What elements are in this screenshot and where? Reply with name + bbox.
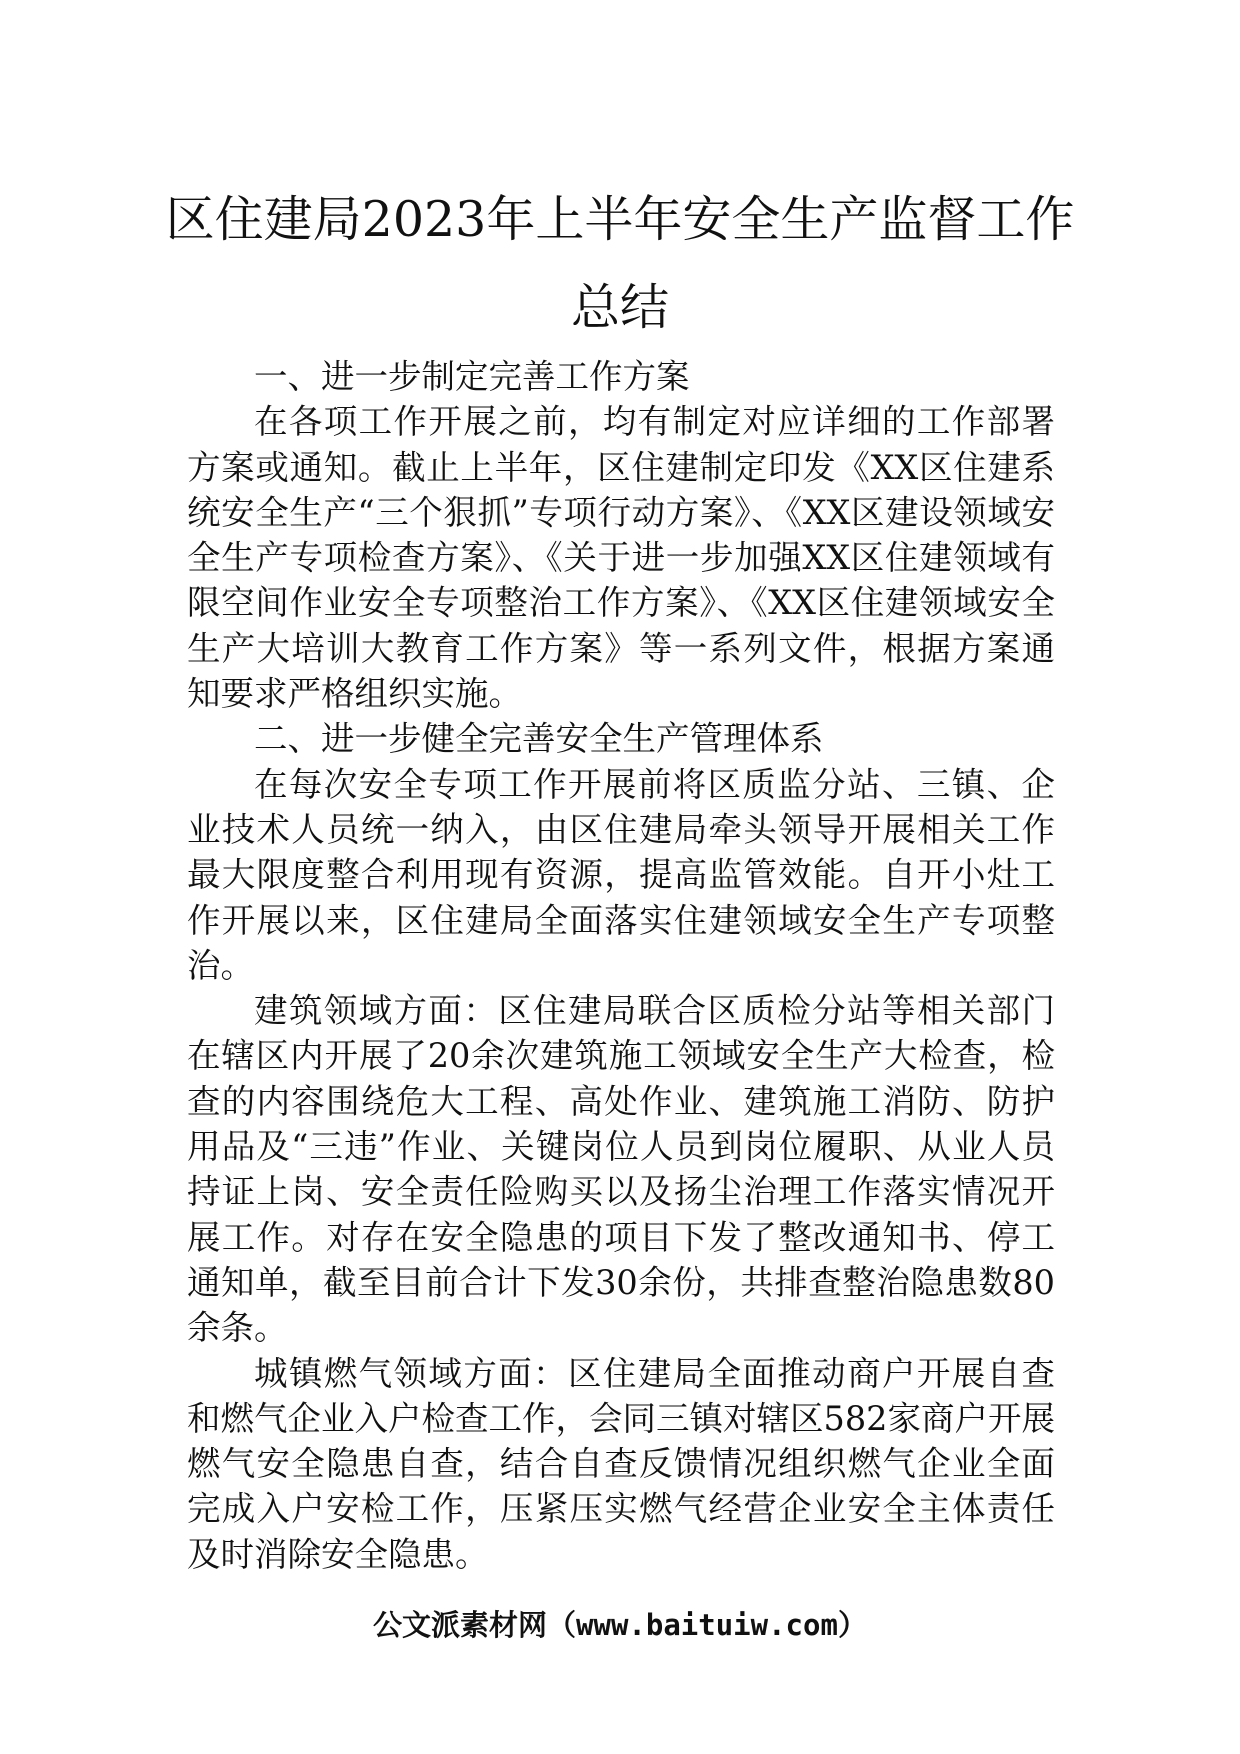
document-body [187, 354, 1055, 1577]
body-paragraph: 城镇燃气领域方面：区住建局全面推动商户开展自查和燃气企业入户检查工作，会同三镇对辖区582家商户开展燃气安全隐患自查，结合自查反馈情况组织燃气企业全面完成入户安检工作，压紧压实燃气经营企业安全主体责任及时消除安全隐患。 [187, 1353, 1055, 1574]
section-heading-1: 一、进一步制定完善工作方案 [254, 357, 690, 396]
document-title-line-1: 区住建局2023年上半年安全生产监督工作 [165, 191, 1075, 248]
body-paragraph: 在每次安全专项工作开展前将区质监分站、三镇、企业技术人员统一纳入，由区住建局牵头领导开展相关工作最大限度整合利用现有资源，提高监管效能。自开小灶工作开展以来，区住建局全面落实住建领域安全生产专项整治。 [187, 764, 1055, 985]
footer-source: 公文派素材网（www.baituiw.com） [373, 1608, 867, 1642]
body-paragraph: 建筑领域方面：区住建局联合区质检分站等相关部门在辖区内开展了20余次建筑施工领域安全生产大检查，检查的内容围绕危大工程、高处作业、建筑施工消防、防护用品及“三违”作业、关键岗位人员到岗位履职、从业人员持证上岗、安全责任险购买以及扬尘治理工作落实情况开展工作。对存在安全隐患的项目下发了整改通知书、停工通知单，截至目前合计下发30余份，共排查整治隐患数80余条。 [187, 991, 1055, 1348]
body-paragraph: 在各项工作开展之前，均有制定对应详细的工作部署方案或通知。截止上半年，区住建制定印发《XX区住建系统安全生产“三个狠抓”专项行动方案》、《XX区建设领域安全生产专项检查方案》、《关于进一步加强XX区住建领域有限空间作业安全专项整治工作方案》、《XX区住建领域安全生产大培训大教育工作方案》等一系列文件，根据方案通知要求严格组织实施。 [187, 402, 1055, 714]
document-title-line-2: 总结 [570, 279, 669, 336]
section-heading-2: 二、进一步健全完善安全生产管理体系 [254, 719, 824, 759]
